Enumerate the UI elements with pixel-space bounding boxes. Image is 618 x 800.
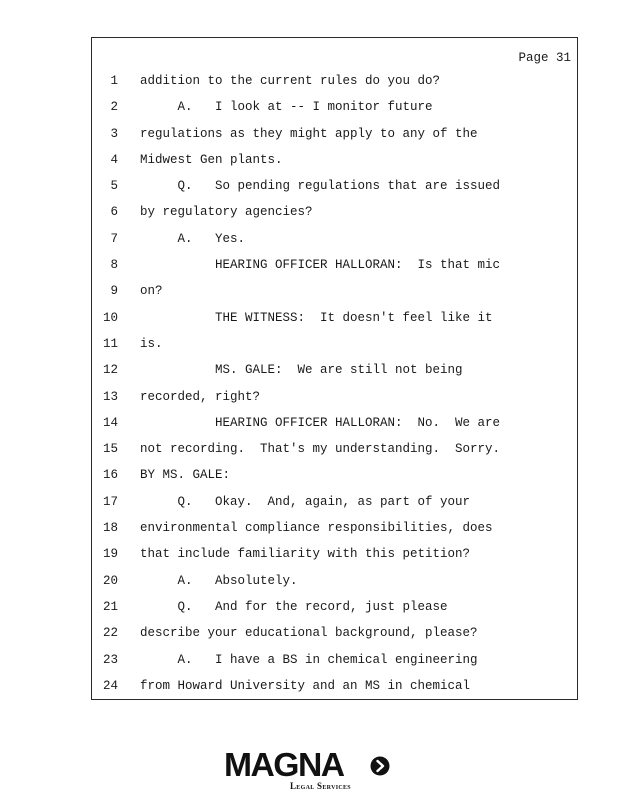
line-text: A. Yes. — [140, 231, 246, 246]
line-number: 13 — [102, 389, 118, 404]
line-number: 19 — [102, 547, 118, 562]
transcript-line — [92, 284, 577, 310]
line-text: not recording. That's my understanding. Sorry. — [140, 442, 501, 457]
transcript-line — [92, 205, 577, 231]
transcript-line — [92, 390, 577, 416]
transcript-line — [92, 100, 577, 126]
line-number: 20 — [102, 573, 118, 588]
transcript-line — [92, 258, 577, 284]
line-text: recorded, right? — [140, 389, 261, 404]
logo-tagline: Legal Services — [290, 781, 351, 791]
transcript-line — [92, 442, 577, 468]
line-number: 14 — [102, 415, 118, 430]
transcript-line — [92, 363, 577, 389]
line-number: 5 — [110, 179, 118, 194]
line-number: 17 — [102, 494, 118, 509]
line-text: addition to the current rules do you do? — [140, 74, 441, 88]
transcript-line — [92, 626, 577, 652]
line-text: A. I have a BS in chemical engineering — [140, 652, 478, 667]
line-text: BY MS. GALE: — [140, 468, 231, 483]
line-text: A. Absolutely. — [140, 573, 298, 588]
line-text: environmental compliance responsibilities, does — [140, 521, 493, 536]
line-number: 15 — [102, 442, 118, 457]
line-text: Q. So pending regulations that are issued — [140, 179, 501, 194]
line-text: HEARING OFFICER HALLORAN: No. We are — [140, 415, 501, 430]
transcript-line — [92, 468, 577, 494]
transcript-line — [92, 337, 577, 363]
transcript-line — [92, 179, 577, 205]
line-number: 6 — [110, 205, 118, 220]
transcript-line — [92, 127, 577, 153]
transcript-line — [92, 547, 577, 573]
line-number: 9 — [110, 284, 118, 299]
line-number: 12 — [102, 363, 118, 378]
line-text: that include familiarity with this petition? — [140, 547, 471, 562]
line-text: is. — [140, 336, 163, 351]
transcript-lines — [92, 74, 577, 705]
transcript-line — [92, 653, 577, 679]
line-number: 7 — [110, 231, 118, 246]
line-text: A. I look at -- I monitor future — [140, 100, 433, 115]
transcript-line — [92, 311, 577, 337]
line-text: Q. And for the record, just please — [140, 599, 448, 614]
line-text: regulations as they might apply to any of the — [140, 126, 478, 141]
line-number: 18 — [102, 521, 118, 536]
logo-wordmark: MAGNA — [224, 746, 344, 783]
transcript-line — [92, 416, 577, 442]
line-number: 23 — [102, 652, 118, 667]
line-text: from Howard University and an MS in chemical — [140, 678, 471, 693]
line-number: 4 — [110, 152, 118, 167]
line-number: 3 — [110, 126, 118, 141]
line-number: 24 — [102, 678, 118, 693]
line-number: 1 — [110, 74, 118, 88]
page-number: Page 31 — [518, 51, 571, 65]
line-text: by regulatory agencies? — [140, 205, 313, 220]
transcript-line — [92, 574, 577, 600]
transcript-line — [92, 495, 577, 521]
transcript-line — [92, 232, 577, 258]
line-text: on? — [140, 284, 163, 299]
line-text: THE WITNESS: It doesn't feel like it — [140, 310, 493, 325]
transcript-line — [92, 153, 577, 179]
line-number: 11 — [102, 336, 118, 351]
line-text: describe your educational background, please? — [140, 626, 478, 641]
transcript-line — [92, 679, 577, 705]
line-text: Q. Okay. And, again, as part of your — [140, 494, 471, 509]
transcript-page — [91, 37, 578, 700]
line-text: MS. GALE: We are still not being — [140, 363, 463, 378]
line-number: 10 — [102, 310, 118, 325]
transcript-line — [92, 521, 577, 547]
line-text: HEARING OFFICER HALLORAN: Is that mic — [140, 258, 501, 273]
transcript-line — [92, 600, 577, 626]
magna-logo — [224, 748, 396, 792]
line-number: 21 — [102, 599, 118, 614]
transcript-line — [92, 74, 577, 100]
line-number: 8 — [110, 258, 118, 273]
line-text: Midwest Gen plants. — [140, 152, 283, 167]
line-number: 22 — [102, 626, 118, 641]
line-number: 2 — [110, 100, 118, 115]
line-number: 16 — [102, 468, 118, 483]
chevron-right-circle-icon — [370, 756, 390, 776]
